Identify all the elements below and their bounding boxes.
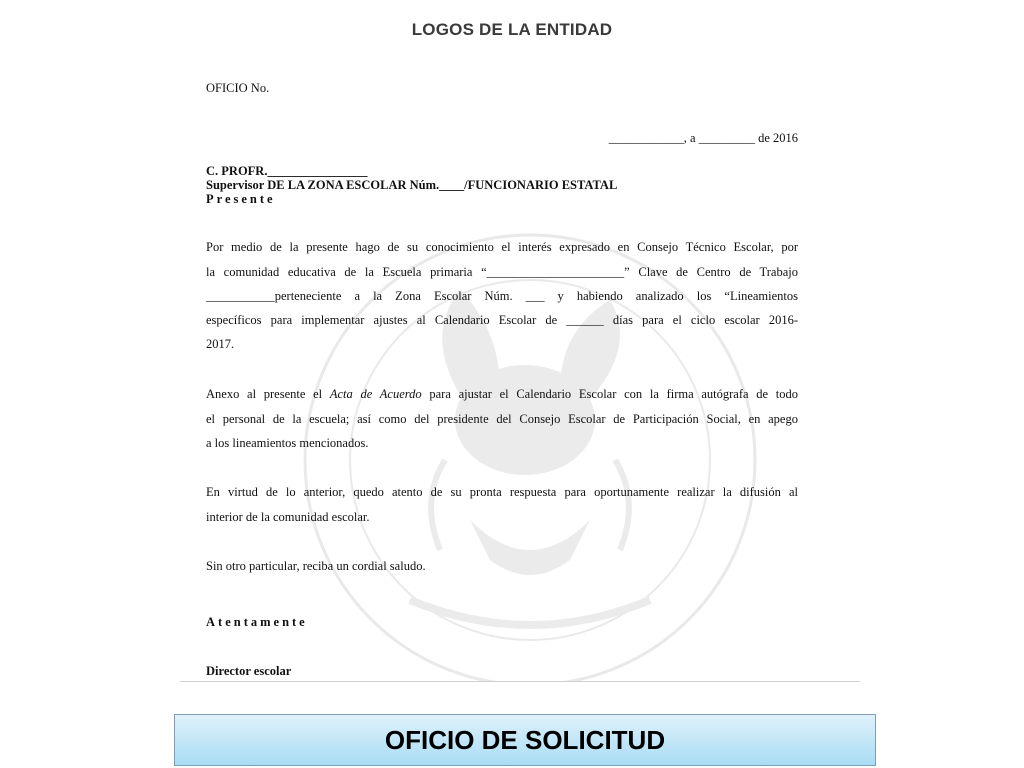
paragraph2-text: para ajustar el Calendario Escolar con la firma autógrafa de todo bbox=[421, 387, 798, 401]
title-banner bbox=[174, 714, 876, 766]
paragraph3-line: interior de la comunidad escolar. bbox=[206, 510, 370, 524]
paragraph1-line: la comunidad educativa de la Escuela primaria “______________________” Clave de Centro de Trabajo bbox=[206, 265, 798, 279]
paragraph3-line: En virtud de lo anterior, quedo atento de su pronta respuesta para oportunamente realizar la difusión al bbox=[206, 485, 798, 499]
atentamente-label: Atentamente bbox=[206, 615, 308, 629]
presente-label: Presente bbox=[206, 192, 276, 206]
date-line: ____________, a _________ de 2016 bbox=[608, 131, 798, 145]
paragraph2-line: a los lineamientos mencionados. bbox=[206, 436, 369, 450]
addressee-name: C. PROFR.________________ bbox=[206, 164, 368, 178]
closing-line: Sin otro particular, reciba un cordial saludo. bbox=[206, 559, 426, 573]
acta-de-acuerdo: Acta de Acuerdo bbox=[329, 387, 422, 401]
paragraph1-line: Por medio de la presente hago de su conocimiento el interés expresado en Consejo Técnico Escolar, por bbox=[206, 240, 798, 254]
paragraph2-line: el personal de la escuela; así como del presidente del Consejo Escolar de Participación Social, en apego bbox=[206, 412, 798, 426]
paragraph1-line: ___________perteneciente a la Zona Escolar Núm. ___ y habiendo analizado los “Lineamientos bbox=[206, 289, 798, 303]
signature-label: Director escolar bbox=[206, 664, 292, 678]
paragraph1-line: 2017. bbox=[206, 337, 235, 351]
paragraph1-line: específicos para implementar ajustes al Calendario Escolar de ______ días para el ciclo escolar 2016- bbox=[206, 313, 798, 327]
document-bottom-edge bbox=[180, 681, 860, 682]
paragraph2-text: Anexo al presente el bbox=[206, 387, 330, 401]
entity-logos-title: LOGOS DE LA ENTIDAD bbox=[411, 20, 613, 39]
paragraph2-line bbox=[206, 387, 798, 402]
addressee-title: Supervisor DE LA ZONA ESCOLAR Núm.____/FUNCIONARIO ESTATAL bbox=[206, 178, 618, 192]
banner-title: OFICIO DE SOLICITUD bbox=[384, 724, 666, 755]
document-page bbox=[180, 60, 860, 682]
oficio-number: OFICIO No. bbox=[206, 81, 270, 95]
